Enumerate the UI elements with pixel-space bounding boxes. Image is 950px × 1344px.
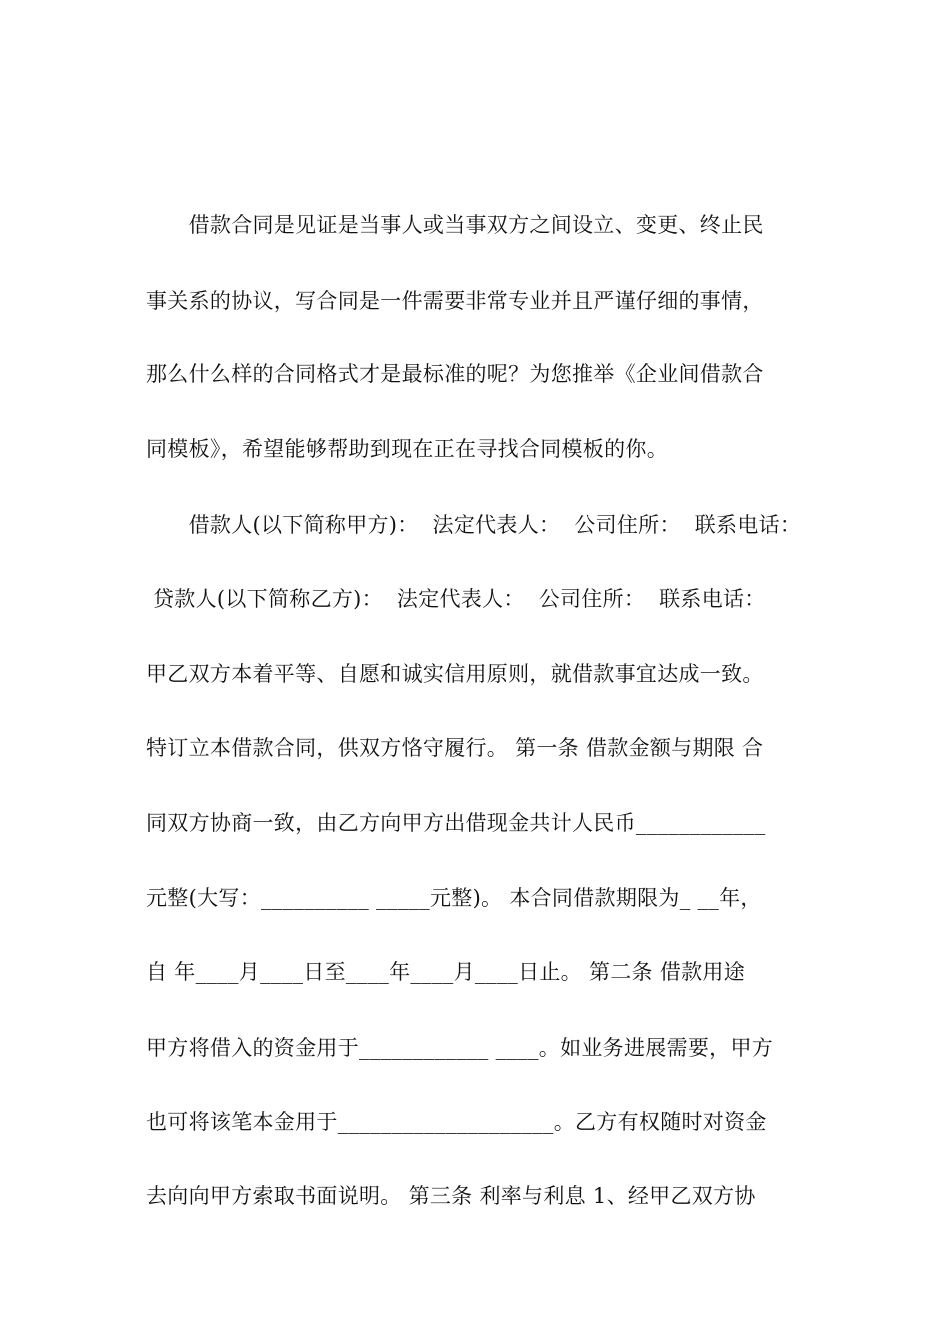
paragraph-line: 特订立本借款合同，供双方恪守履行。 第一条 借款金额与期限 合 (146, 736, 764, 760)
party-lender-line: 贷款人(以下简称乙方)： 法定代表人： 公司住所： 联系电话： (146, 587, 766, 611)
paragraph-line: 甲方将借入的资金用于____________ ____。如业务进展需要，甲方 (146, 1036, 774, 1060)
paragraph-line: 同模板》，希望能够帮助到现在正在寻找合同模板的你。 (146, 437, 668, 461)
paragraph-line: 那么什么样的合同格式才是最标准的呢？为您推举《企业间借款合 (146, 362, 764, 386)
paragraph-line: 甲乙双方本着平等、自愿和诚实信用原则，就借款事宜达成一致。 (146, 662, 764, 686)
paragraph-line: 借款合同是见证是当事人或当事双方之间设立、变更、终止民 (146, 213, 764, 237)
paragraph-line: 元整(大写：__________ _____元整)。 本合同借款期限为_ __年， (146, 886, 762, 910)
paragraph-line: 也可将该笔本金用于____________________。乙方有权随时对资金 (146, 1110, 767, 1134)
paragraph-line: 自 年____月____日至____年____月____日止。 第二条 借款用途 (146, 960, 746, 984)
paragraph-line: 事关系的协议，写合同是一件需要非常专业并且严谨仔细的事情， (146, 289, 764, 313)
party-borrower-line: 借款人(以下简称甲方)： 法定代表人： 公司住所： 联系电话： (146, 513, 802, 537)
paragraph-line: 去向向甲方索取书面说明。 第三条 利率与利息 1、经甲乙双方协 (146, 1184, 756, 1208)
paragraph-line: 同双方协商一致，由乙方向甲方出借现金共计人民币____________ (146, 811, 766, 835)
